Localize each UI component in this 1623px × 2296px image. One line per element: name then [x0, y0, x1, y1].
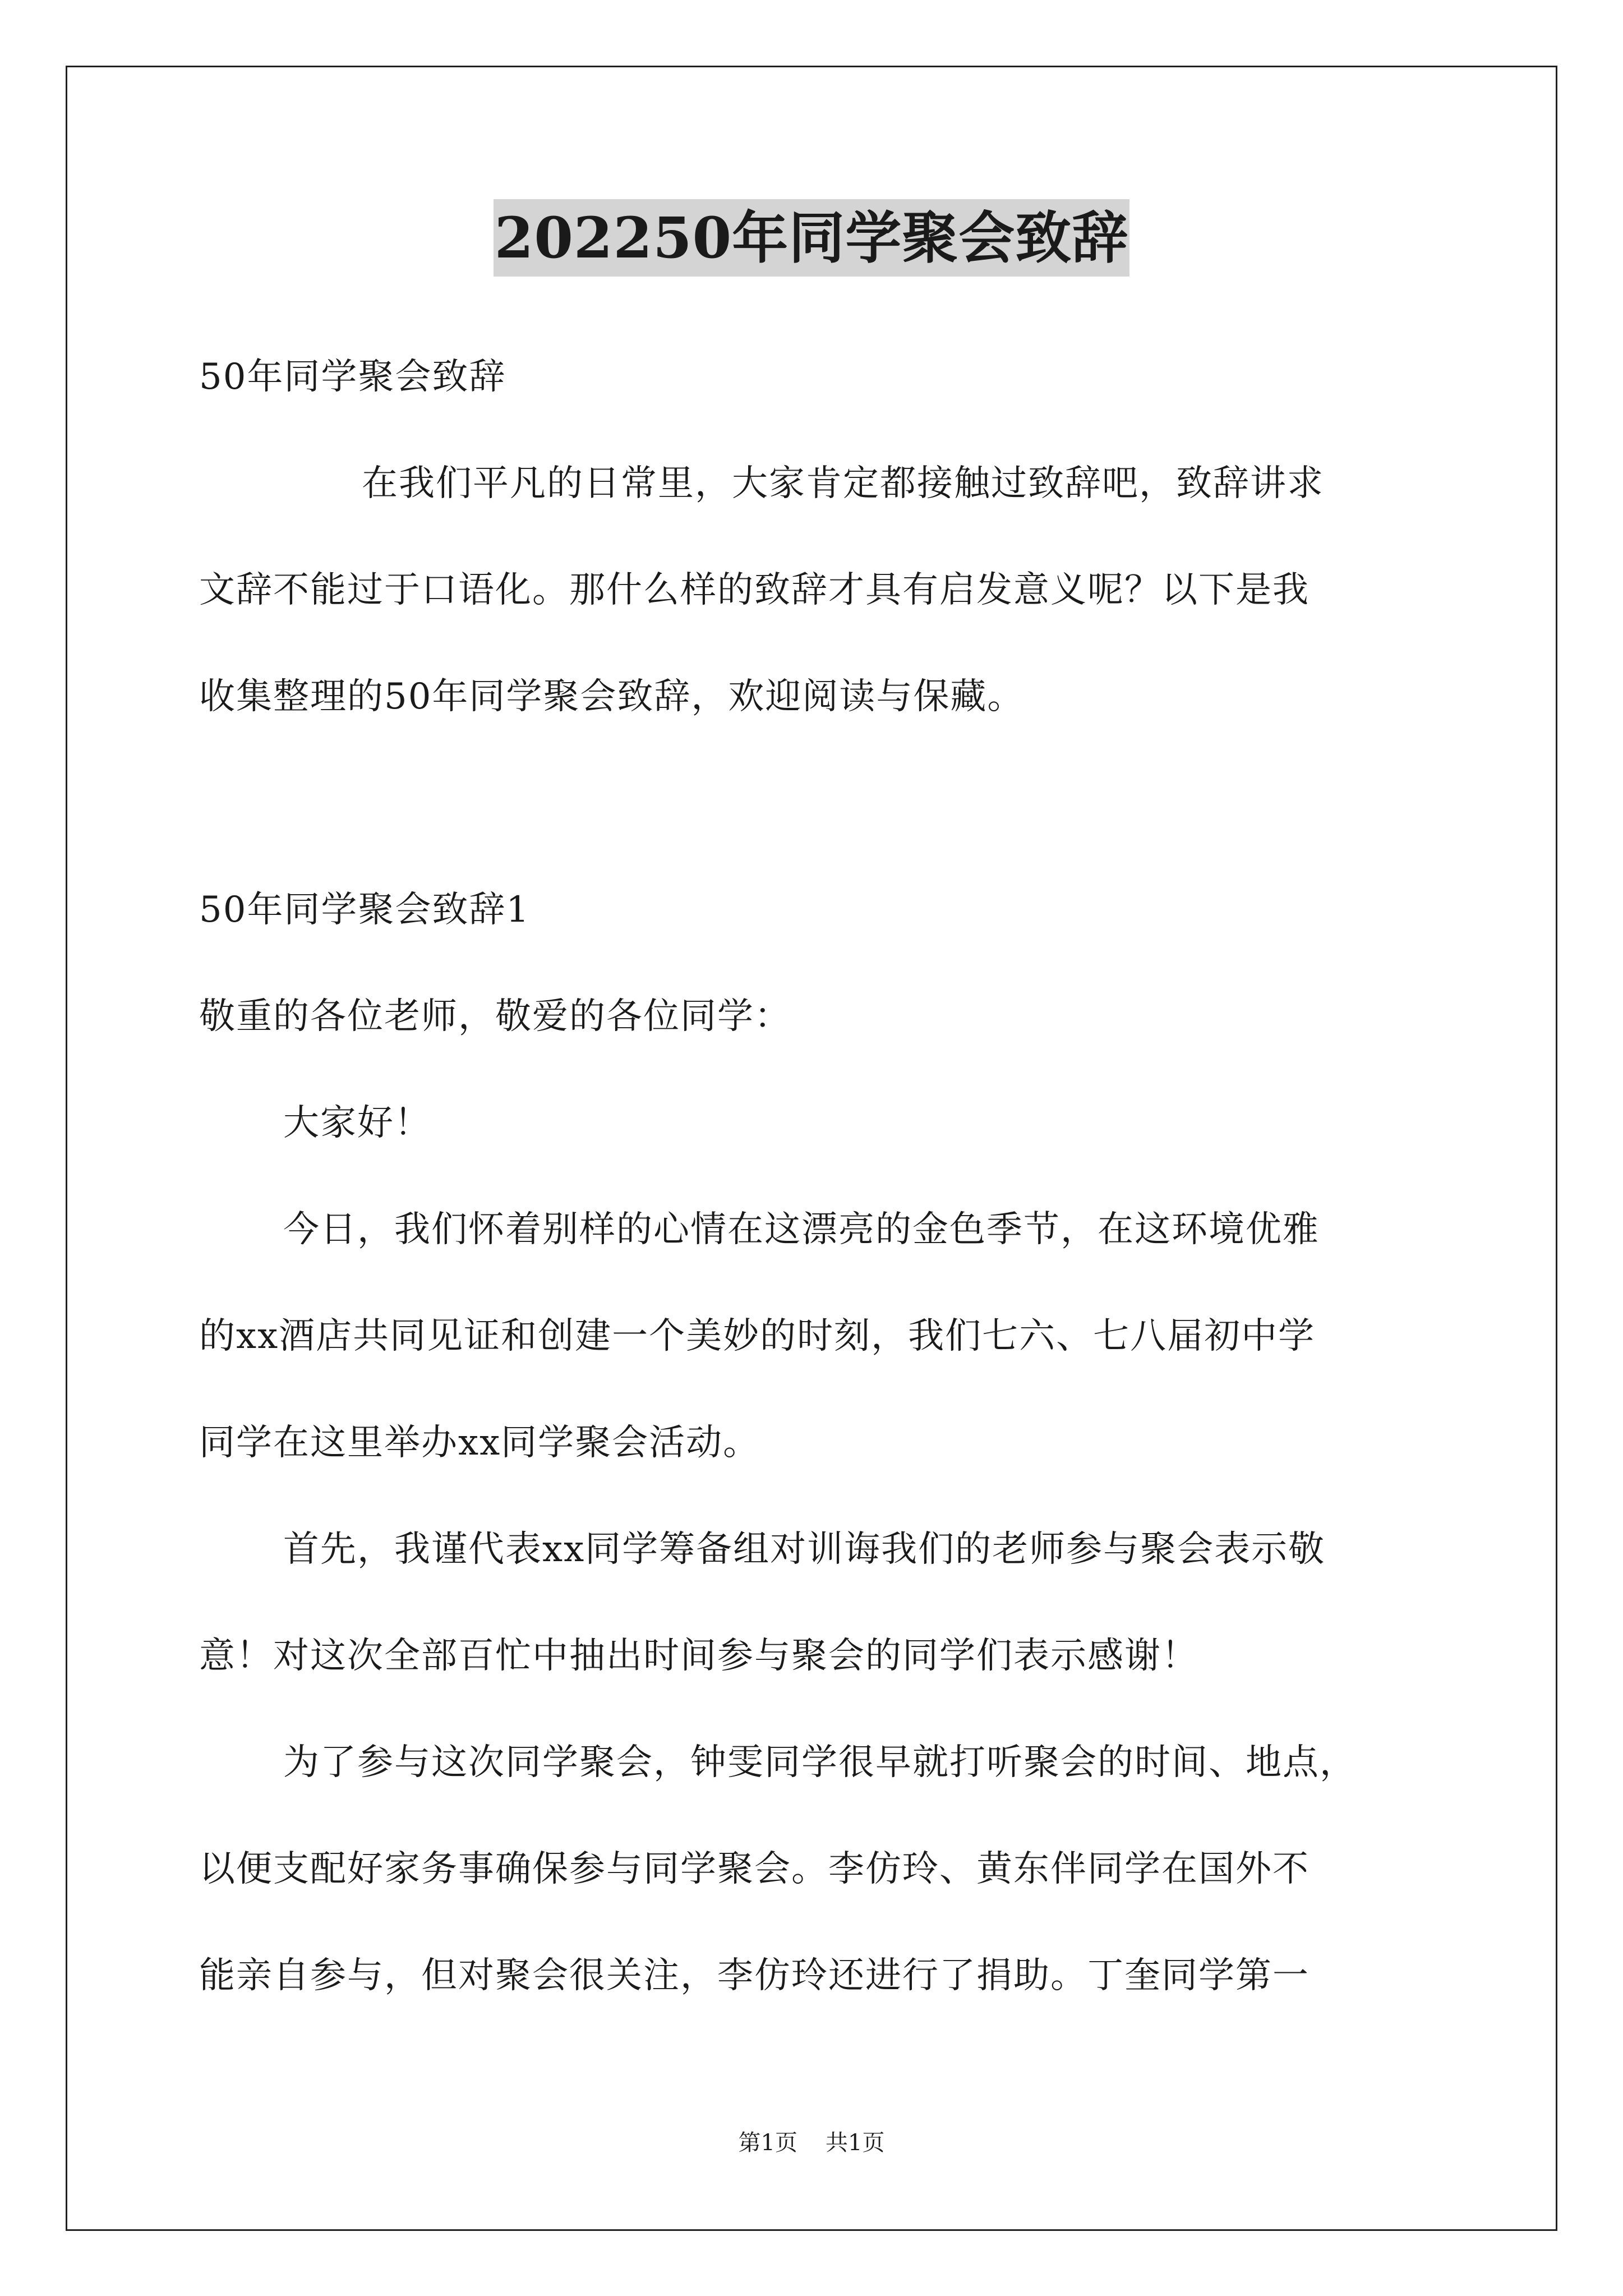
page-footer [0, 2129, 1623, 2157]
intro-line: 在我们平凡的日常里，大家肯定都接触过致辞吧，致辞讲求 [362, 463, 1324, 504]
greeting: 大家好！ [283, 1102, 431, 1144]
intro-line: 收集整理的50年同学聚会致辞，欢迎阅读与保藏。 [199, 676, 1025, 717]
body-line: 为了参与这次同学聚会，钟雯同学很早就打听聚会的时间、地点， [283, 1742, 1357, 1783]
intro-line: 文辞不能过于口语化。那什么样的致辞才具有启发意义呢？以下是我 [199, 569, 1310, 611]
body-line: 的xx酒店共同见证和创建一个美妙的时刻，我们七六、七八届初中学 [199, 1315, 1316, 1357]
body-line: 意！对这次全部百忙中抽出时间参与聚会的同学们表示感谢！ [199, 1635, 1198, 1677]
page-number: 第1页 [738, 2130, 797, 2156]
salutation: 敬重的各位老师，敬爱的各位同学： [199, 996, 791, 1037]
title-container [0, 199, 1623, 277]
body-line: 同学在这里举办xx同学聚会活动。 [199, 1422, 760, 1464]
body-line: 首先，我谨代表xx同学筹备组对训诲我们的老师参与聚会表示敬 [283, 1529, 1326, 1570]
document-title: 202250年同学聚会致辞 [494, 199, 1129, 277]
body-line: 今日，我们怀着别样的心情在这漂亮的金色季节，在这环境优雅 [283, 1209, 1320, 1250]
body-line: 以便支配好家务事确保参与同学聚会。李仿玲、黄东伴同学在国外不 [199, 1848, 1310, 1890]
subtitle: 50年同学聚会致辞 [199, 356, 506, 398]
page-total: 共1页 [826, 2130, 885, 2156]
section-heading: 50年同学聚会致辞1 [199, 889, 531, 931]
body-line: 能亲自参与，但对聚会很关注，李仿玲还进行了捐助。丁奎同学第一 [199, 1955, 1310, 1996]
